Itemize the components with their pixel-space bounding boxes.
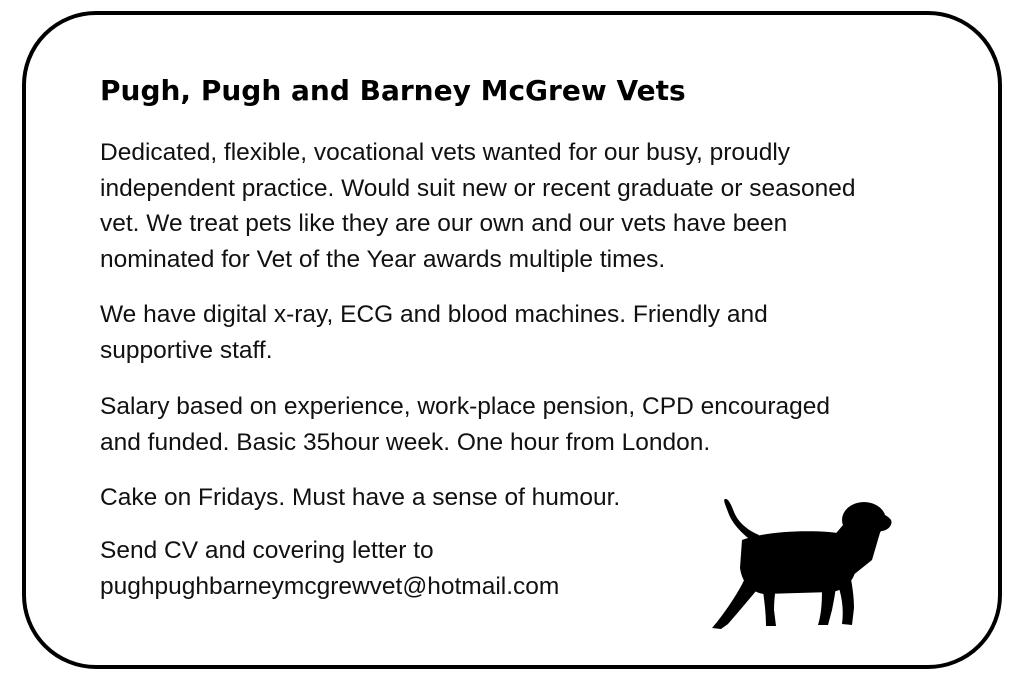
- perks-paragraph: [100, 480, 620, 516]
- advert-title: Pugh, Pugh and Barney McGrew Vets: [100, 74, 686, 107]
- contact-paragraph: [100, 533, 559, 604]
- contact-line: Send CV and covering letter to: [100, 537, 434, 564]
- benefits-paragraph: [100, 389, 830, 460]
- equipment-line: We have digital x-ray, ECG and blood machines. Friendly and: [100, 301, 768, 328]
- description-paragraph: [100, 135, 855, 277]
- description-line: vet. We treat pets like they are our own and our vets have been: [100, 210, 788, 237]
- benefits-line: and funded. Basic 35hour week. One hour from London.: [100, 428, 711, 456]
- benefits-line: Salary based on experience, work-place pension, CPD encouraged: [100, 393, 830, 420]
- description-line: nominated for Vet of the Year awards multiple times.: [100, 245, 666, 273]
- description-line: independent practice. Would suit new or recent graduate or seasoned: [100, 174, 856, 202]
- contact-email: pughpughbarneymcgrewvet@hotmail.com: [100, 572, 560, 600]
- equipment-paragraph: [100, 297, 768, 368]
- description-line: Dedicated, flexible, vocational vets wanted for our busy, proudly: [100, 139, 791, 166]
- perks-line: Cake on Fridays. Must have a sense of humour.: [100, 484, 621, 511]
- equipment-line: supportive staff.: [100, 336, 273, 364]
- dog-silhouette-icon: [704, 490, 904, 636]
